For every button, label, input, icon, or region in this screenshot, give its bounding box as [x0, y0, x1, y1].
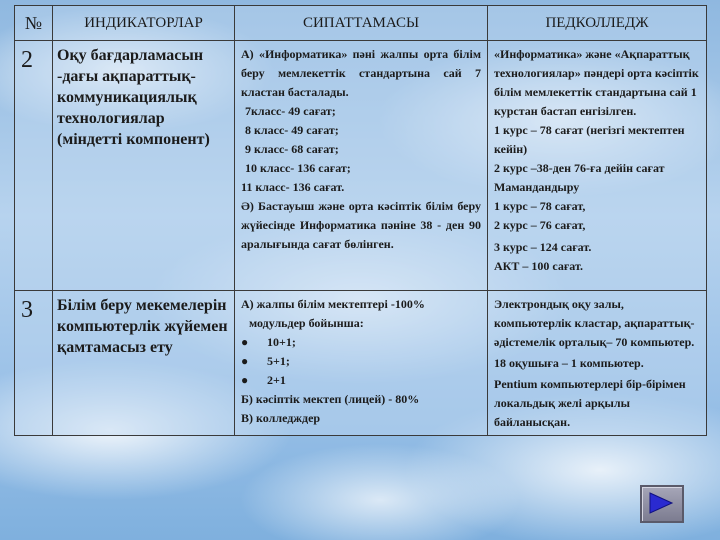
header-num: № — [15, 6, 53, 41]
header-college: ПЕДКОЛЛЕДЖ — [488, 6, 707, 41]
college-line: 3 курс – 124 сағат. — [494, 240, 592, 254]
description-line: В) колледждер — [241, 411, 321, 425]
description-line: 10 класс- 136 сағат; — [245, 161, 351, 175]
table-row — [15, 291, 707, 436]
indicator-cell: Білім беру мекемелерін компьютерлік жүйемен қамтамасыз ету — [53, 291, 235, 436]
header-indicators: ИНДИКАТОРЛАР — [53, 6, 235, 41]
college-line: 1 курс – 78 сағат (негізгі мектептен кейін) — [494, 123, 685, 156]
description-line: модульдер бойынша: — [249, 316, 364, 330]
table-row — [15, 41, 707, 291]
college-line: АКТ – 100 сағат. — [494, 259, 583, 273]
next-slide-button[interactable] — [640, 485, 684, 523]
description-line: А) жалпы білім мектептері -100% — [241, 297, 425, 311]
college-line: 18 оқушыға – 1 компьютер. — [494, 356, 644, 370]
description-line: 7класс- 49 сағат; — [245, 104, 336, 118]
description-cell — [235, 41, 488, 291]
bullet-icon: ● — [241, 335, 249, 349]
description-bullet-item: ● 5+1; — [241, 352, 481, 371]
college-cell — [488, 291, 707, 436]
college-line: Pentium компьютерлері бір-бірімен локальдық желі арқылы байланысқан. — [494, 377, 686, 429]
college-line: 2 курс –38-ден 76-ға дейін сағат — [494, 161, 665, 175]
bullet-icon: ● — [241, 373, 249, 387]
indicator-cell: Оқу бағдарламасын -дағы ақпараттық-коммуникациялық технологиялар (міндетті компонент) — [53, 41, 235, 291]
description-cell — [235, 291, 488, 436]
bullet-icon: ● — [241, 354, 249, 368]
college-line: 1 курс – 78 сағат, — [494, 199, 586, 213]
description-bullet-item: ● 2+1 — [241, 371, 481, 390]
description-line: 9 класс- 68 сағат; — [245, 142, 339, 156]
row-number: 2 — [15, 41, 53, 291]
table-header-row — [15, 6, 707, 41]
description-line: 11 класс- 136 сағат. — [241, 180, 345, 194]
description-line: Ә) Бастауыш және орта кәсіптік білім беру жүйесінде Информатика пәніне 38 - ден 90 аралығында сағат бөлінген. — [241, 199, 481, 251]
description-line: А) «Информатика» пәні жалпы орта білім беру мемлекеттік стандартына сай 7 кластан басталады. — [241, 47, 481, 99]
play-triangle-icon — [648, 491, 674, 515]
header-description: СИПАТТАМАСЫ — [235, 6, 488, 41]
description-line: Б) кәсіптік мектеп (лицей) - 80% — [241, 392, 420, 406]
description-line: 8 класс- 49 сағат; — [245, 123, 339, 137]
description-bullet-item: ● 10+1; — [241, 333, 481, 352]
college-line: Мамандандыру — [494, 180, 580, 194]
row-number: 3 — [15, 291, 53, 436]
college-line: 2 курс – 76 сағат, — [494, 218, 586, 232]
college-line: «Информатика» және «Ақпараттық технологиялар» пәндері орта кәсіптік білім мемлекеттік стандартына сай 1 курстан бастап енгізілген. — [494, 47, 699, 118]
college-line: Электрондық оқу залы, компьютерлік кластар, ақпараттық- әдістемелік орталық– 70 компьютер. — [494, 297, 695, 349]
college-cell — [488, 41, 707, 291]
indicators-table — [14, 5, 707, 436]
